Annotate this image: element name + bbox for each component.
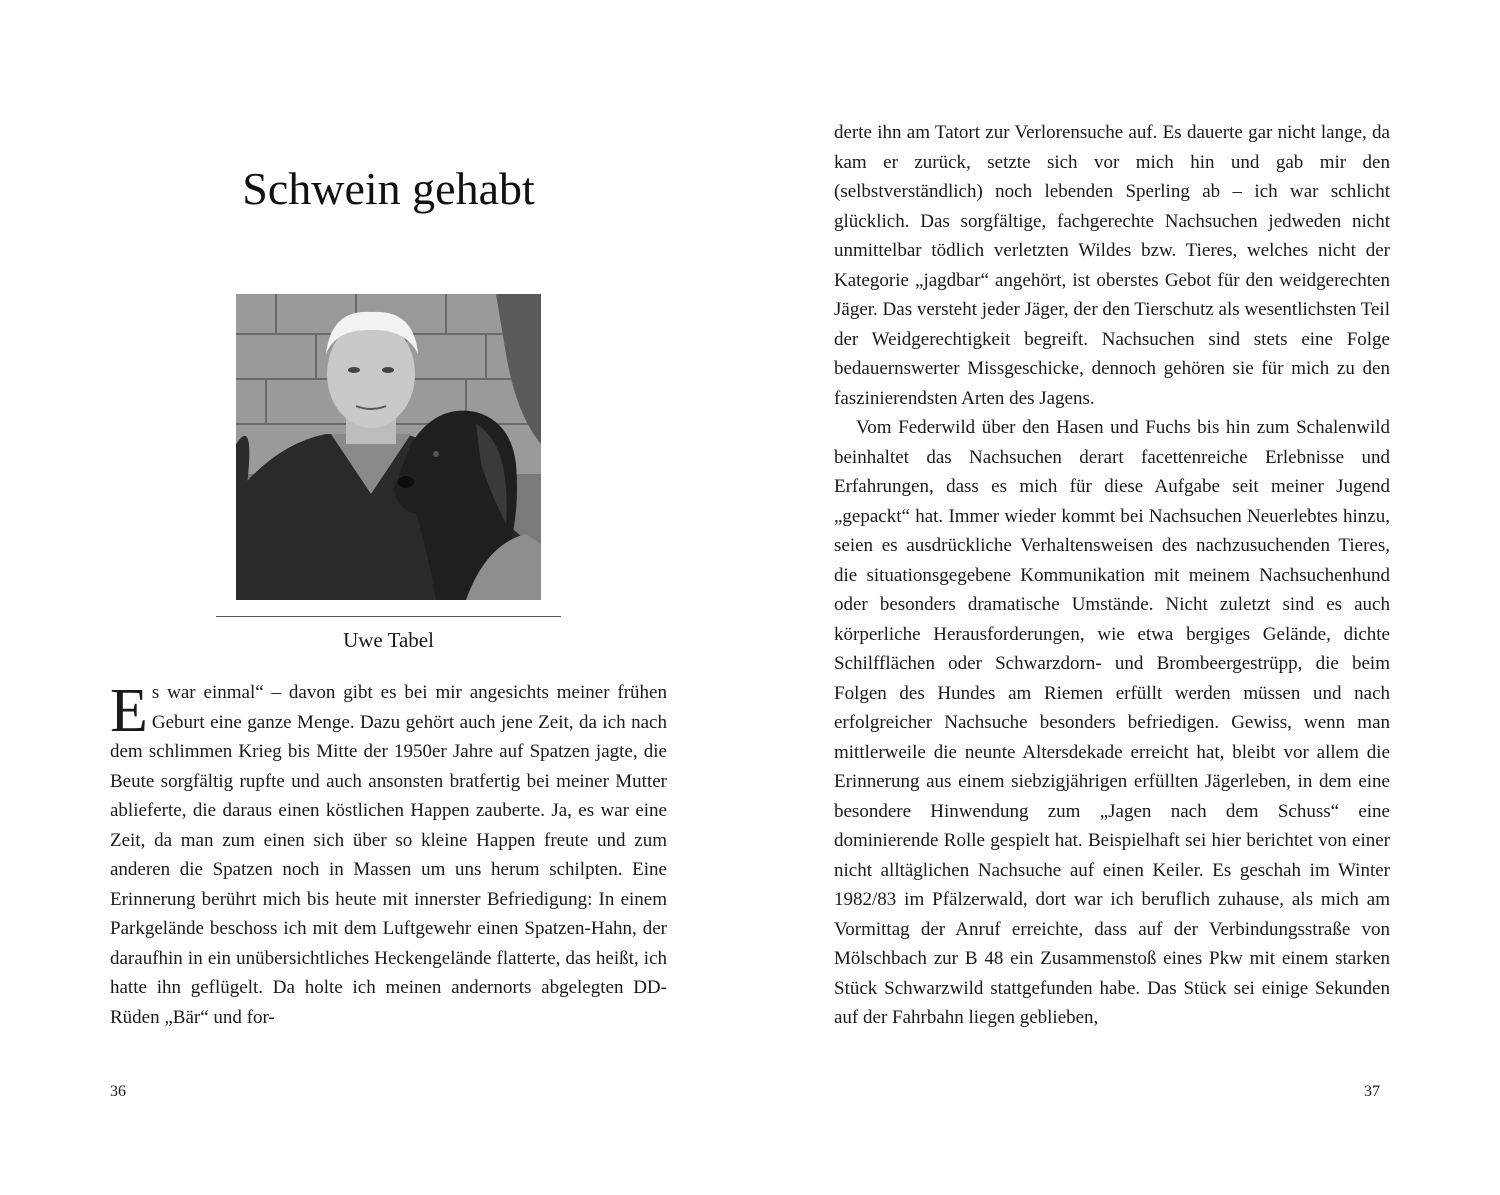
- body-text-right: [834, 118, 1390, 1033]
- page-number-left: 36: [110, 1083, 126, 1100]
- right-page: [750, 0, 1500, 1195]
- opening-paragraph-text: s war einmal“ – davon gibt es bei mir angesichts meiner frühen Geburt eine ganze Menge. Dazu gehört auch jene Zeit, da ich nach dem schlimmen Krieg bis Mitte der 1950er Jahre auf Spatzen jagte, die Beute sorgfältig rupfte und auch ansonsten bratfertig bei meiner Mutter ablieferte, die daraus einen köstlichen Happen zauberte. Ja, es war eine Zeit, da man zum einen sich über so kleine Happen freute und zum anderen die Spatzen noch in Massen um uns herum schilpten. Eine Erinnerung berührt mich bis heute mit innerster Befriedigung: In einem Parkgelände beschoss ich mit dem Luftgewehr einen Spatzen-Hahn, der daraufhin in ein unübersichtliches Heckengelände flatterte, das heißt, ich hatte ihn geflügelt. Da holte ich meinen andernorts abgelegten DD-Rüden „Bär“ und for-: [110, 682, 667, 1028]
- body-text-left: [110, 678, 667, 1032]
- chapter-title: Schwein gehabt: [242, 162, 535, 214]
- author-photo: [236, 294, 541, 600]
- opening-paragraph: [110, 678, 667, 1032]
- page-number-right: 37: [1364, 1083, 1380, 1100]
- photo-caption: Uwe Tabel: [343, 628, 434, 652]
- drop-cap: E: [110, 677, 148, 745]
- portrait-man-with-dog-photo: [236, 294, 541, 600]
- paragraph-1: derte ihn am Tatort zur Verlorensuche auf. Es dauerte gar nicht lange, da kam er zurück, setzte sich vor mich hin und gab mir den (selbstverständlich) noch lebenden Sperling ab – ich war schlicht glücklich. Das sorgfältige, fachgerechte Nachsuchen jedweden nicht unmittelbar tödlich verletzten Wildes bzw. Tieres, welches nicht der Kategorie „jagdbar“ angehört, ist oberstes Gebot für den weidgerechten Jäger. Das versteht jeder Jäger, der den Tierschutz als wesentlichsten Teil der Weidgerechtigkeit begreift. Nachsuchen sind stets eine Folge bedauernswerter Missgeschicke, dennoch gehören sie für mich zu den faszinierendsten Arten des Jagens.: [834, 122, 1390, 409]
- caption-divider: [216, 616, 561, 617]
- paragraph-2: Vom Federwild über den Hasen und Fuchs bis hin zum Schalenwild beinhaltet das Nachsuchen derart facettenreiche Erlebnisse und Erfahrungen, dass es mich für diese Aufgabe seit meiner Jugend „gepackt“ hat. Immer wieder kommt bei Nachsuchen Neuerlebtes hinzu, seien es ausdrückliche Verhaltensweisen des nachzusuchenden Tieres, die situationsgegebene Kommunikation mit meinem Nachsuchenhund oder besonders dramatische Umstände. Nicht zuletzt sind es auch körperliche Herausforderungen, wie etwa bergiges Gelände, dichte Schilfflächen oder Schwarzdorn- und Brombeergestrüpp, die beim Folgen des Hundes am Riemen erfüllt werden müssen und nach erfolgreicher Nachsuche besonders befriedigen. Gewiss, wenn man mittlerweile die neunte Altersdekade erreicht hat, bleibt vor allem die Erinnerung aus einem siebzigjährigen erfüllten Jägerleben, in dem eine besondere Hinwendung zum „Jagen nach dem Schuss“ eine dominierende Rolle gespielt hat. Beispielhaft sei hier berichtet von einer nicht alltäglichen Nachsuche auf einen Keiler. Es geschah im Winter 1982/83 im Pfälzerwald, dort war ich beruflich zuhause, als mich am Vormittag der Anruf erreichte, dass auf der Verbindungsstraße von Mölschbach zur B 48 ein Zusammenstoß eines Pkw mit einem starken Stück Schwarzwild stattgefunden habe. Das Stück sei einige Sekunden auf der Fahrbahn liegen geblieben,: [834, 417, 1390, 1028]
